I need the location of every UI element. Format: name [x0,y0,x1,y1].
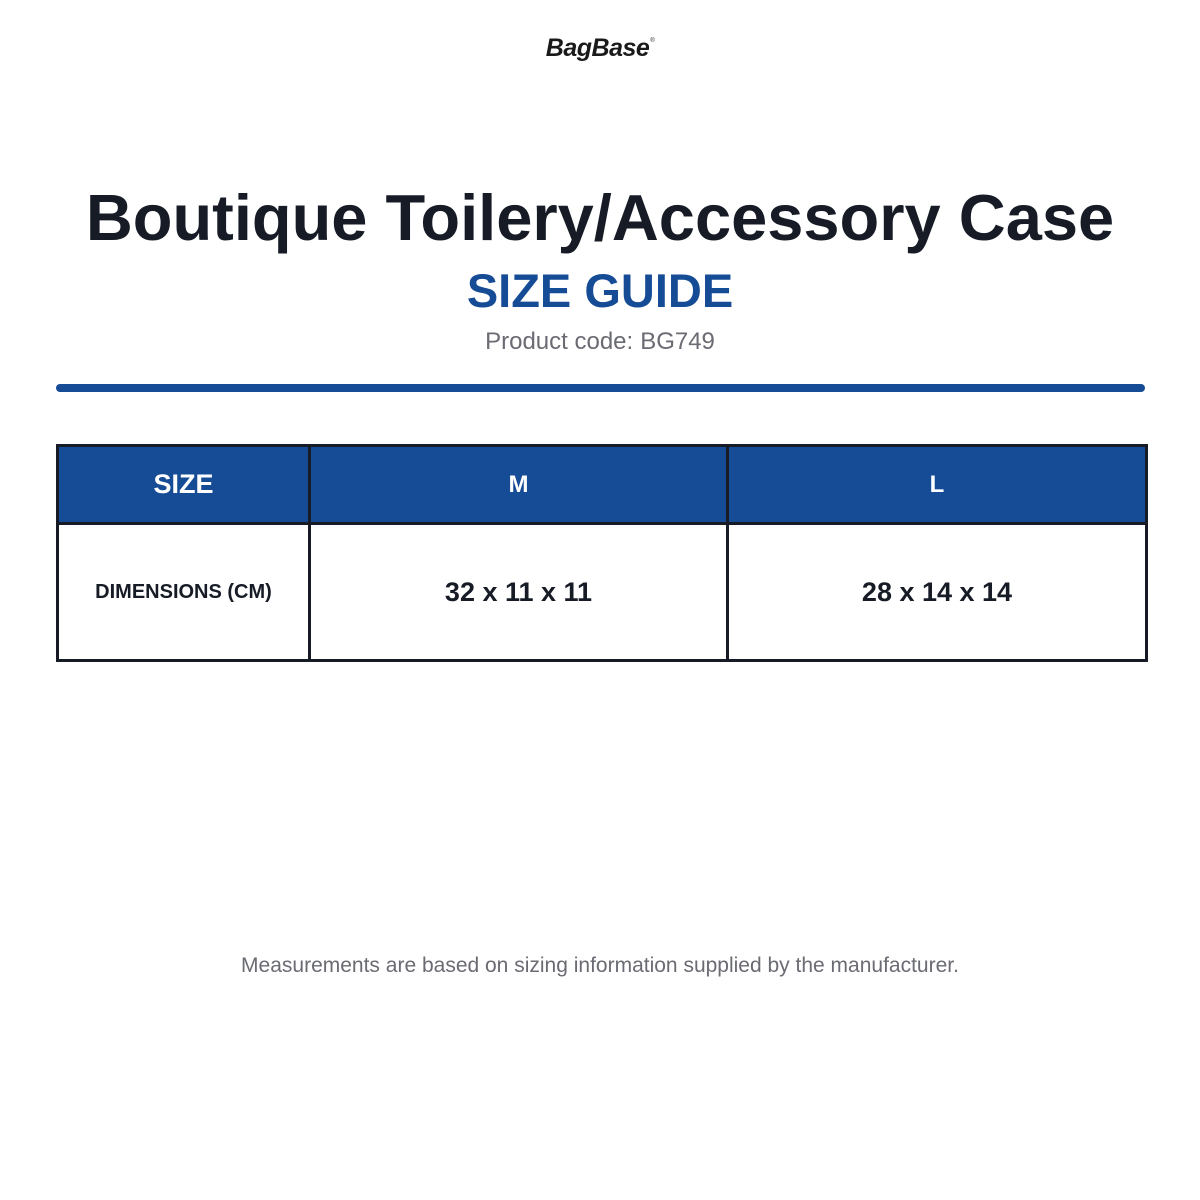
brand-logo-text: BagBase [545,34,650,62]
dimensions-row-label: DIMENSIONS (CM) [58,524,310,661]
size-table-header-row [58,446,1147,524]
trademark-symbol: ® [650,38,655,44]
size-table [56,444,1148,662]
product-code-value: BG749 [640,328,715,355]
size-header-l: L [728,446,1147,524]
measurement-footnote: Measurements are based on sizing information supplied by the manufacturer. [241,954,959,977]
table-row [58,524,1147,661]
product-code-line [0,327,1200,357]
size-column-header: SIZE [58,446,310,524]
page-subtitle: SIZE GUIDE [466,264,734,317]
dimensions-value-l: 28 x 14 x 14 [728,524,1147,661]
page-title: Boutique Toilery/Accessory Case [85,181,1115,254]
dimensions-value-m: 32 x 11 x 11 [310,524,728,661]
product-code-label: Product code: [485,328,634,355]
header-divider [56,384,1145,392]
brand-logo [0,34,1200,63]
size-header-m: M [310,446,728,524]
